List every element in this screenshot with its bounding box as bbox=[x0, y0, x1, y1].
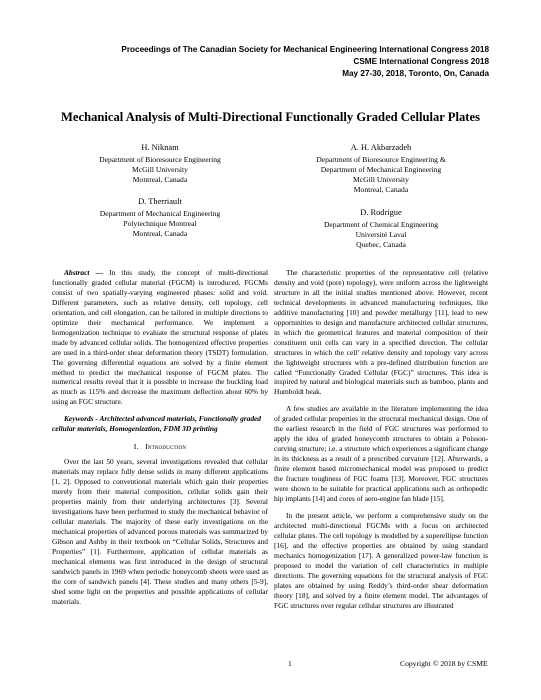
right-paragraph-2: A few studies are available in the literature implementing the idea of graded cellular properties in the structural mechanical design. One of the earliest research in the field of FGC structures was performed to apply the idea of graded honeycomb structures to obtain a Poisson-curving structure; i.e. a structure which experiences a significant change in its thickness as a result of a prescribed curvature [12]. Afterwards, a finite element based micromechanical model was proposed to predict the fracture toughness of FGC foams [13]. Moreover, FGC structures were shown to be suitable for practical applications such as orthopedic hip implants [14] and cores of aero-engine fan blade [15]. bbox=[274, 404, 488, 503]
author-affiliation: Department of Bioresource Engineering bbox=[99, 155, 221, 164]
right-paragraph-3: In the present article, we perform a comprehensive study on the architected multi-directional FGCMs with a focus on architected cellular plates. The cell topology is modelled by a superellipse function [16], and the effective properties are obtained by using standard mechanics homogenization [17]. A generalized power-law function is proposed to model the variation of cell characteristics in multiple directions. The governing equations for the structural analysis of FGC plates are obtained by using Reddy’s third-order shear deformation theory [18], and solved by a finite element model. The advantages of FGC structures over regular cellular structures are illustrated bbox=[274, 510, 488, 610]
author-affiliation: Quebec, Canada bbox=[356, 240, 406, 249]
conference-line-1: Proceedings of The Canadian Society for Mechanical Engineering International Congress 2018 bbox=[121, 45, 489, 54]
author-name: D. Therriault bbox=[138, 197, 182, 206]
abstract-text: In this study, the concept of multi-directional functionally graded cellular material (FGCM) is introduced. FGCMs consist of two spatially-varying engineered phases: solid and void. Different parameters, such as relative density, cell topology, cell orientation, and cell elongation, can be tailored in multiple directions to optimize their mechanical performance. We implement a homogenization technique to evaluate the structural response of plates made by advanced cellular solids. The homogenized effective properties are used in a third-order shear deformation theory (TSDT) formulation. The governing differential equations are solved by a finite element method to predict the mechanical response of FGCM plates. The numerical results reveal that it is possible to increase the buckling load as much as 115% and decrease the maximum deflection about 60% by using an FGC structure. bbox=[52, 268, 268, 407]
conference-header bbox=[121, 44, 489, 80]
intro-paragraph-1: Over the last 50 years, several investigations revealed that cellular materials may replace fully dense solids in many different applications [1, 2]. Opposed to conventional materials which gain their properties merely from their material composition, cellular solids gain their properties mainly from their underlying architectures [3]. Several investigations have been performed to study the mechanical behavior of cellular materials. The majority of these early investigations on the mechanical properties of advanced porous materials was summarized by Gibson and Ashby in their textbook on “Cellular Solids, Structures and Properties” [1]. Furthermore, application of cellular materials as mechanical elements was first introduced in the design of structural sandwich panels in 1969 when periodic honeycomb sheets were used as the core of sandwich panels [4]. These studies and many others [5-9], shed some light on the properties and possible applications of cellular materials. bbox=[52, 457, 268, 606]
author-affiliation: Department of Chemical Engineering bbox=[323, 220, 439, 229]
author-affiliation: McGill University bbox=[353, 175, 409, 184]
author-affiliation: Polytechnique Montreal bbox=[123, 219, 197, 228]
left-column bbox=[52, 268, 268, 607]
author-name: D. Rodrigue bbox=[360, 208, 402, 217]
author-affiliation: McGill University bbox=[132, 165, 188, 174]
abstract-label: Abstract bbox=[64, 268, 90, 277]
page-number: 1 bbox=[288, 659, 292, 668]
right-column bbox=[274, 268, 488, 610]
author-block-1 bbox=[52, 143, 268, 185]
abstract-dash: — bbox=[89, 268, 110, 277]
conference-line-2: CSME International Congress 2018 bbox=[353, 57, 489, 66]
conference-line-3: May 27-30, 2018, Toronto, On, Canada bbox=[342, 69, 489, 78]
author-affiliation: Department of Mechanical Engineering bbox=[99, 209, 221, 218]
author-affiliation: Université Laval bbox=[355, 230, 407, 239]
section-title: Introduction bbox=[145, 442, 187, 452]
section-number: I. bbox=[133, 442, 139, 452]
keywords: Keywords - Architected advanced materials, Functionally graded cellular materials, Homogenization, FDM 3D printing bbox=[52, 414, 262, 434]
author-name: A. H. Akbarzadeh bbox=[350, 143, 412, 152]
author-affiliation: Department of Mechanical Engineering bbox=[320, 165, 442, 174]
author-affiliation: Department of Bioresource Engineering & bbox=[316, 155, 446, 164]
author-affiliation: Montreal, Canada bbox=[353, 185, 409, 194]
right-paragraph-1: The characteristic properties of the representative cell (relative density and void (pore) topology), were uniform across the lightweight structure in all the initial studies mentioned above. However, recent technical developments in advanced manufacturing techniques, like additive manufacturing [10] and powder metallurgy [11], lead to new opportunities to design and manufacture architected cellular structures, in which the geometrical features and material composition of their constituent unit cells can vary in a specified direction. The cellular structures in which the cell’ relative density and topology vary across the lightweight structures with a pre-defined distribution function are called “Functionally Graded Cellular (FGC)” structures. This idea is inspired by natural and biological materials such as bamboo, plants and Humboldt beak. bbox=[274, 268, 488, 397]
paper-title: Mechanical Analysis of Multi-Directional Functionally Graded Cellular Plates bbox=[61, 110, 480, 124]
author-block-4 bbox=[274, 208, 488, 250]
copyright: Copyright © 2018 by CSME bbox=[400, 659, 488, 668]
author-block-2 bbox=[274, 143, 488, 195]
author-affiliation: Montreal, Canada bbox=[132, 229, 188, 238]
author-affiliation: Montreal, Canada bbox=[132, 175, 188, 184]
author-block-3 bbox=[52, 197, 268, 239]
author-name: H. Niknam bbox=[141, 143, 179, 152]
abstract bbox=[52, 268, 268, 407]
section-heading bbox=[52, 442, 268, 452]
